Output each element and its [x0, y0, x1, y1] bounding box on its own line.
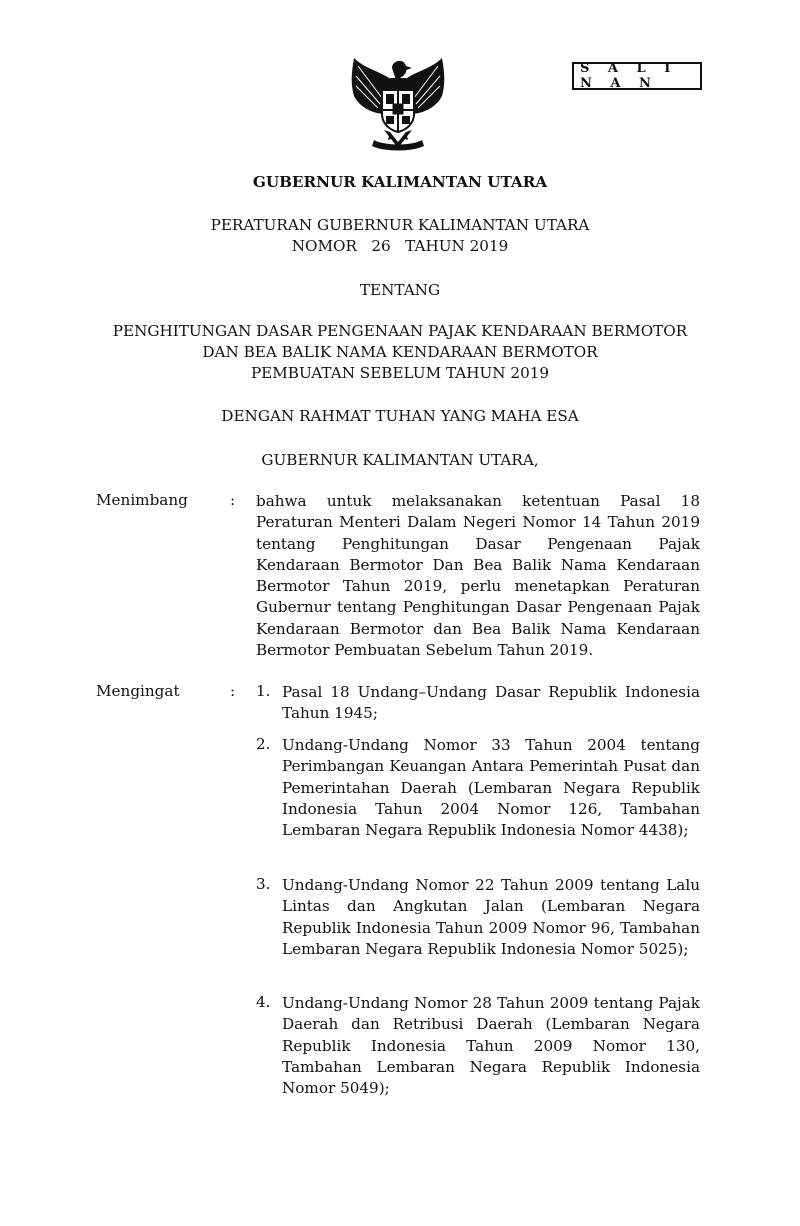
office-title: GUBERNUR KALIMANTAN UTARA: [252, 173, 548, 191]
garuda-emblem-icon: [344, 52, 452, 154]
subject-line-2: DAN BEA BALIK NAMA KENDARAAN BERMOTOR: [202, 343, 598, 361]
menimbang-text: bahwa untuk melaksanakan ketentuan Pasal 18 Peraturan Menteri Dalam Negeri Nomor 14 Tahun 2019 tentang Penghitungan Dasar Pengenaan Pajak Kendaraan Bermotor Dan Bea Balik Nama Kendaraan Bermotor Tahun 2019, perlu menetapkan Peraturan Gubernur tentang Penghitungan Dasar Pengenaan Pajak Kendaraan Bermotor dan Bea Balik Nama Kendaraan Bermotor Pembuatan Sebelum Tahun 2019.: [256, 492, 700, 660]
mengingat-label: Mengingat: [96, 682, 180, 700]
subject-line-3: PEMBUATAN SEBELUM TAHUN 2019: [250, 364, 550, 382]
issuer: GUBERNUR KALIMANTAN UTARA,: [261, 451, 539, 469]
blessing: DENGAN RAHMAT TUHAN YANG MAHA ESA: [221, 407, 579, 425]
menimbang-colon: :: [230, 491, 236, 509]
item-number: 3.: [256, 875, 271, 893]
subject-line-1: PENGHITUNGAN DASAR PENGENAAN PAJAK KENDARAAN BERMOTOR: [112, 322, 688, 340]
item-number: 1.: [256, 682, 271, 700]
item-text: Undang-Undang Nomor 28 Tahun 2009 tentang Pajak Daerah dan Retribusi Daerah (Lembaran Negara Republik Indonesia Tahun 2009 Nomor 130, Tambahan Lembaran Negara Republik Indonesia Nomor 5049);: [282, 994, 700, 1098]
regulation-title: PERATURAN GUBERNUR KALIMANTAN UTARA: [210, 216, 590, 234]
about-label: TENTANG: [359, 281, 441, 299]
salinan-stamp: S A L I N A N: [572, 62, 702, 90]
item-number: 4.: [256, 993, 271, 1011]
regulation-number: NOMOR 26 TAHUN 2019: [291, 237, 509, 255]
item-text: Pasal 18 Undang–Undang Dasar Republik Indonesia Tahun 1945;: [282, 683, 700, 723]
mengingat-colon: :: [230, 682, 236, 700]
menimbang-label: Menimbang: [96, 491, 188, 509]
item-number: 2.: [256, 735, 271, 753]
item-text: Undang-Undang Nomor 22 Tahun 2009 tentang Lalu Lintas dan Angkutan Jalan (Lembaran Negara Republik Indonesia Tahun 2009 Nomor 96, Tambahan Lembaran Negara Republik Indonesia Nomor 5025);: [282, 876, 700, 958]
item-text: Undang-Undang Nomor 33 Tahun 2004 tentang Perimbangan Keuangan Antara Pemerintah Pusat dan Pemerintahan Daerah (Lembaran Negara Republik Indonesia Tahun 2004 Nomor 126, Tambahan Lembaran Negara Republik Indonesia Nomor 4438);: [282, 736, 700, 840]
